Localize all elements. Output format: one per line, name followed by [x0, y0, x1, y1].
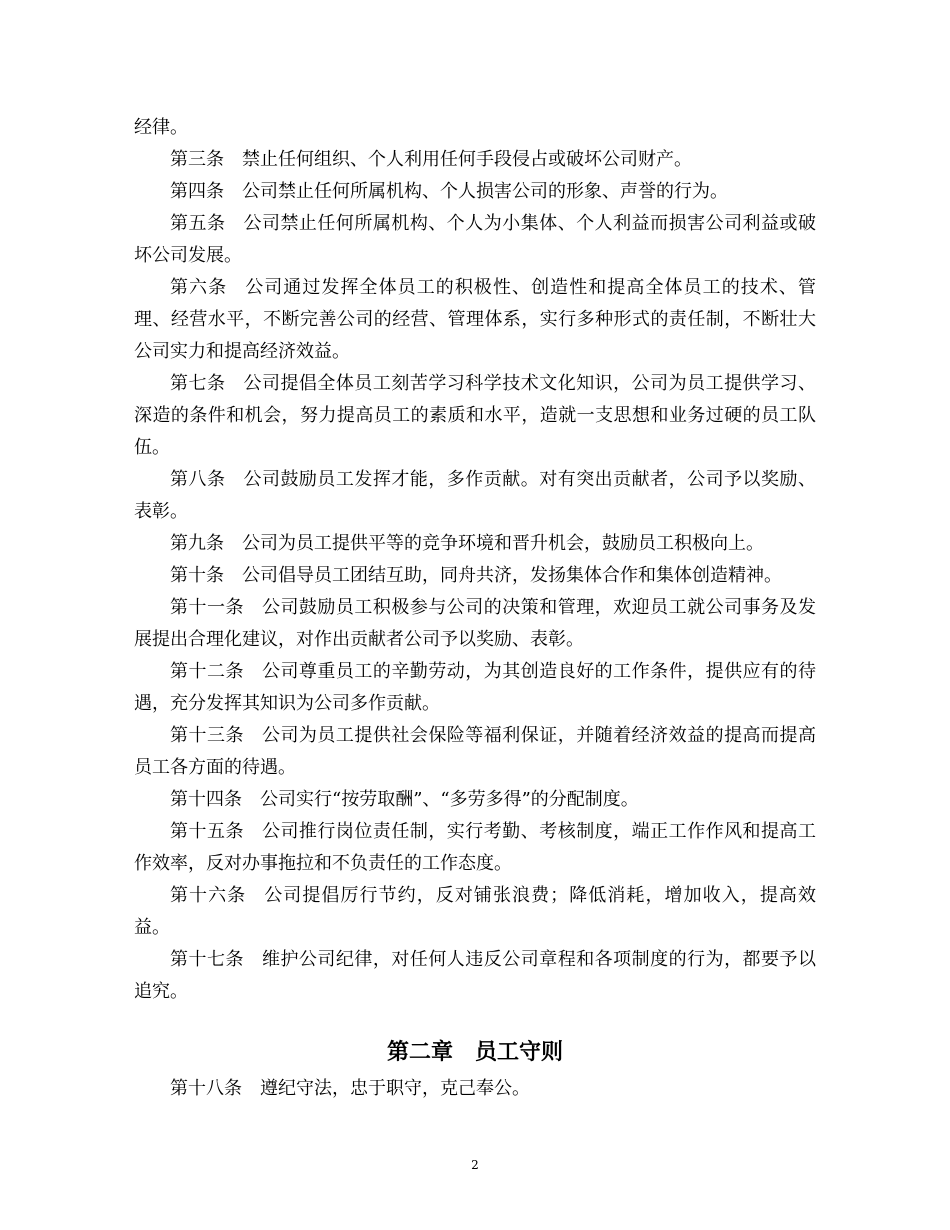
article-number: 第十三条: [170, 725, 244, 746]
chapter-heading: [134, 1035, 816, 1069]
article-number: 第三条: [170, 149, 224, 170]
article-number: 第五条: [170, 213, 226, 234]
article-3: [134, 144, 816, 176]
article-15: [134, 816, 816, 880]
article-10: [134, 560, 816, 592]
article-number: 第十一条: [170, 597, 244, 618]
article-number: 第七条: [170, 373, 226, 394]
article-14: [134, 784, 816, 816]
article-text: 公司提倡厉行节约，反对铺张浪费；降低消耗，增加收入，提高效益。: [134, 885, 816, 938]
article-number: 第八条: [170, 469, 226, 490]
article-text: 公司实行“按劳取酬”、“多劳多得”的分配制度。: [260, 789, 639, 810]
article-text: 公司为员工提供平等的竞争环境和晋升机会，鼓励员工积极向上。: [242, 533, 764, 554]
article-12: [134, 656, 816, 720]
article-text: 公司禁止任何所属机构、个人损害公司的形象、声誉的行为。: [242, 181, 728, 202]
chapter-title: 员工守则: [475, 1039, 564, 1065]
article-number: 第九条: [170, 533, 224, 554]
article-text: 禁止任何组织、个人利用任何手段侵占或破坏公司财产。: [242, 149, 692, 170]
article-text: 公司鼓励员工发挥才能，多作贡献。对有突出贡献者，公司予以奖励、表彰。: [134, 469, 817, 522]
article-number: 第十四条: [170, 789, 242, 810]
regulation-body: [134, 112, 816, 1008]
chapter-two-body: [134, 1073, 816, 1105]
article-text: 遵纪守法，忠于职守，克己奉公。: [260, 1078, 530, 1099]
article-text: 公司禁止任何所属机构、个人为小集体、个人利益而损害公司利益或破坏公司发展。: [134, 213, 817, 266]
article-17: [134, 944, 816, 1008]
article-number: 第十二条: [170, 661, 244, 682]
article-11: [134, 592, 816, 656]
article-8: [134, 464, 816, 528]
article-number: 第十七条: [170, 949, 244, 970]
article-text: 公司为员工提供社会保险等福利保证，并随着经济效益的提高而提高员工各方面的待遇。: [134, 725, 817, 778]
article-text: 公司提倡全体员工刻苦学习科学技术文化知识，公司为员工提供学习、深造的条件和机会，努力提高员工的素质和水平，造就一支思想和业务过硬的员工队伍。: [134, 373, 817, 458]
article-number: 第十六条: [170, 885, 247, 906]
article-13: [134, 720, 816, 784]
article-7: [134, 368, 816, 464]
article-number: 第十八条: [170, 1078, 242, 1099]
article-text: 维护公司纪律，对任何人违反公司章程和各项制度的行为，都要予以追究。: [134, 949, 817, 1002]
article-6: [134, 272, 816, 368]
article-text: 公司通过发挥全体员工的积极性、创造性和提高全体员工的技术、管理、经营水平，不断完善公司的经营、管理体系，实行多种形式的责任制，不断壮大公司实力和提高经济效益。: [134, 277, 816, 362]
continuation-text: 经律。: [134, 117, 188, 138]
article-9: [134, 528, 816, 560]
article-number: 第十条: [170, 565, 224, 586]
article-18: [134, 1073, 816, 1105]
chapter-number: 第二章: [386, 1039, 453, 1065]
article-5: [134, 208, 816, 272]
article-text: 公司倡导员工团结互助，同舟共济，发扬集体合作和集体创造精神。: [242, 565, 782, 586]
article-text: 公司推行岗位责任制，实行考勤、考核制度，端正工作作风和提高工作效率，反对办事拖拉和不负责任的工作态度。: [134, 821, 817, 874]
article-number: 第四条: [170, 181, 224, 202]
article-number: 第十五条: [170, 821, 244, 842]
article-text: 公司鼓励员工积极参与公司的决策和管理，欢迎员工就公司事务及发展提出合理化建议，对作出贡献者公司予以奖励、表彰。: [134, 597, 817, 650]
article-4: [134, 176, 816, 208]
article-text: 公司尊重员工的辛勤劳动，为其创造良好的工作条件，提供应有的待遇，充分发挥其知识为公司多作贡献。: [134, 661, 817, 714]
article-number: 第六条: [170, 277, 228, 298]
article-16: [134, 880, 816, 944]
page-number: 2: [471, 1158, 479, 1172]
